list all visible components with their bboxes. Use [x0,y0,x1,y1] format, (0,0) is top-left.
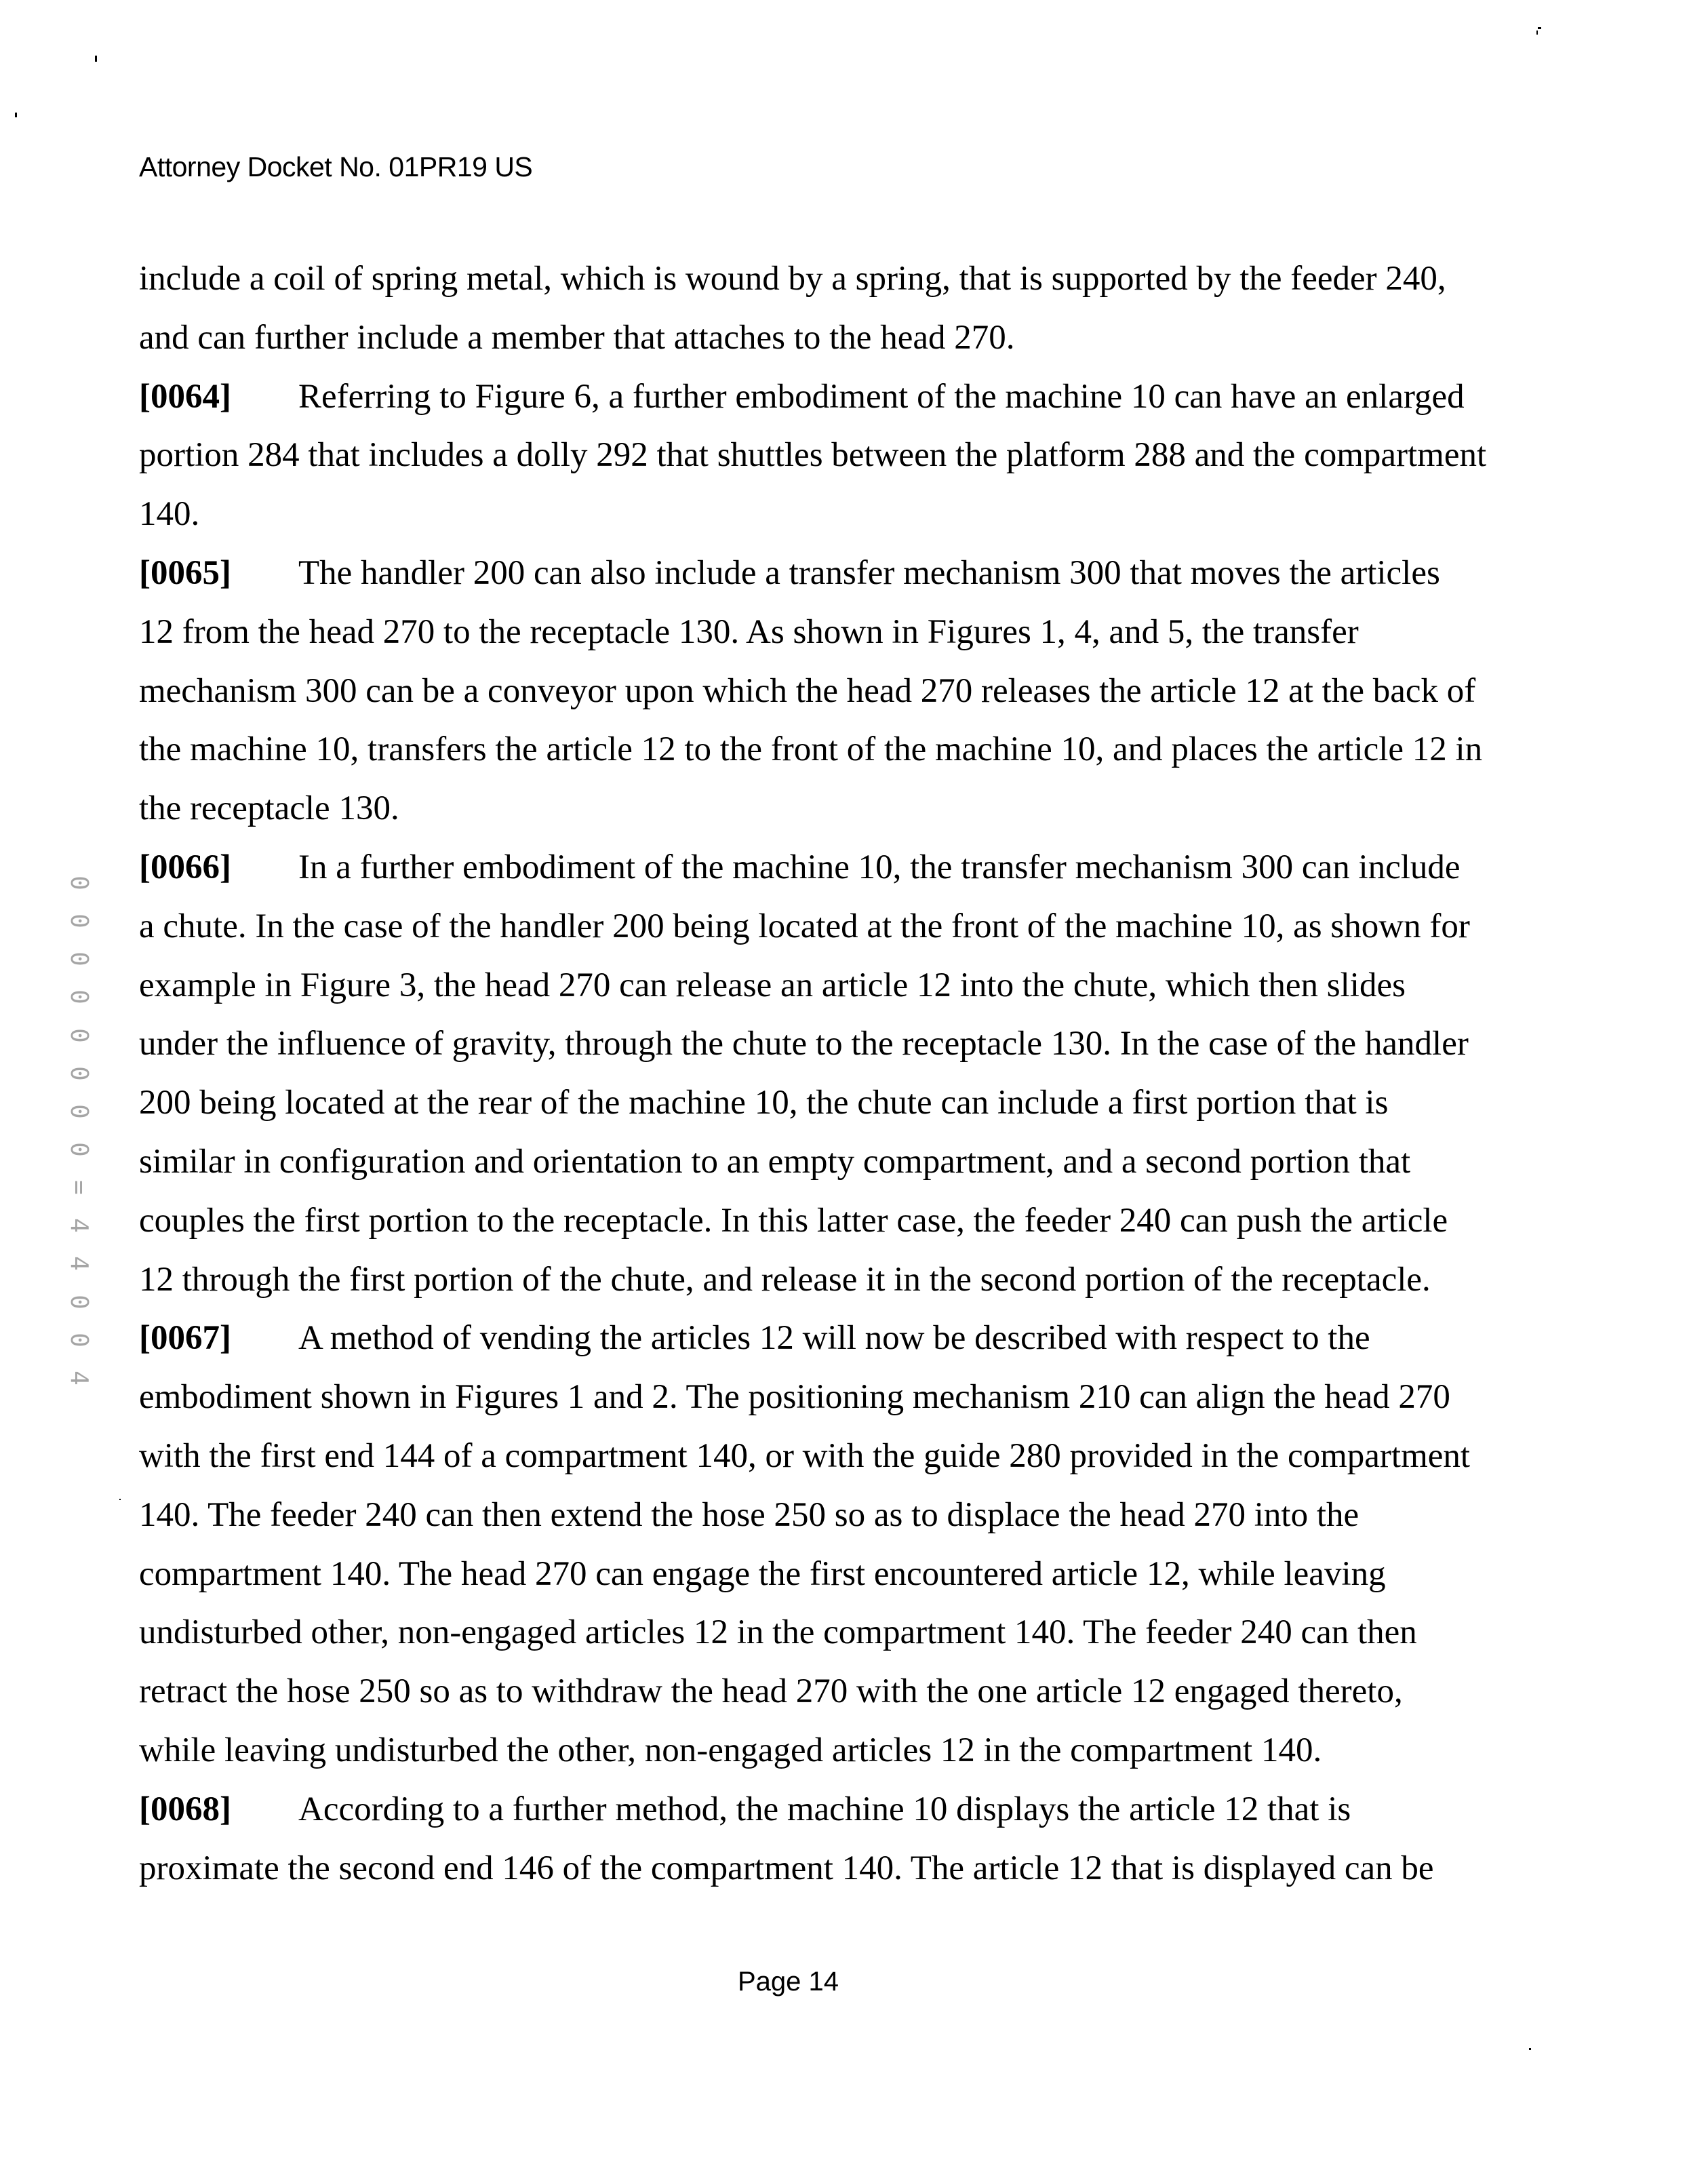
paragraph-number: [0067] [139,1319,231,1358]
text-line: 140. The feeder 240 can then extend the hose 250 so as to displace the head 270 into the [139,1495,1359,1534]
paragraph-0066-first-line [139,838,1468,897]
text-line: proximate the second end 146 of the compartment 140. The article 12 that is displayed can be [139,1849,1434,1887]
stamp-glyph: = [65,1180,93,1195]
scan-speck [1538,27,1541,29]
paragraph-0064-first-line [139,368,1468,427]
scan-speck [1529,2048,1531,2050]
scan-stamp [65,869,92,1392]
body-text [139,250,1487,1898]
text-line: with the first end 144 of a compartment 140, or with the guide 280 provided in the compartment [139,1436,1471,1475]
stamp-glyph: 0 [65,876,93,890]
paragraph-number: [0065] [139,553,231,592]
paragraph-0067-first-line [139,1309,1468,1368]
stamp-glyph: 0 [65,1104,93,1119]
paragraph-number: [0064] [139,377,231,416]
text-line: similar in configuration and orientation to an empty compartment, and a second portion that [139,1142,1411,1181]
text-line: under the influence of gravity, through the chute to the receptacle 130. In the case of the handler [139,1025,1469,1063]
text-line: retract the hose 250 so as to withdraw the head 270 with the one article 12 engaged thereto, [139,1672,1403,1711]
text-line: portion 284 that includes a dolly 292 that shuttles between the platform 288 and the compartment [139,436,1487,475]
text-line: the machine 10, transfers the article 12 to the front of the machine 10, and places the article 12 in [139,730,1483,769]
stamp-glyph: 4 [65,1370,93,1385]
scan-speck [15,113,17,117]
text-line: Referring to Figure 6, a further embodiment of the machine 10 can have an enlarged [298,377,1465,416]
paragraph-number: [0066] [139,848,231,886]
text-line: couples the first portion to the receptacle. In this latter case, the feeder 240 can push the article [139,1201,1448,1240]
scan-speck [1536,31,1538,35]
page-number: Page 14 [738,1967,839,1997]
paragraph-0065-first-line [139,544,1468,603]
text-line: 12 from the head 270 to the receptacle 130. As shown in Figures 1, 4, and 5, the transfer [139,612,1359,651]
docket-header: Attorney Docket No. 01PR19 US [139,151,533,182]
text-line: A method of vending the articles 12 will now be described with respect to the [298,1319,1370,1358]
stamp-glyph: 4 [65,1218,93,1234]
stamp-glyph: 0 [65,1065,93,1081]
text-line: 12 through the first portion of the chute, and release it in the second portion of the receptacle. [139,1260,1431,1299]
stamp-glyph: 0 [65,1027,93,1043]
text-line: example in Figure 3, the head 270 can release an article 12 into the chute, which then slides [139,966,1406,1004]
text-line: undisturbed other, non-engaged articles 12 in the compartment 140. The feeder 240 can then [139,1613,1417,1652]
scan-speck [119,1499,121,1500]
text-line: mechanism 300 can be a conveyor upon which the head 270 releases the article 12 at the back of [139,671,1476,710]
text-line: The handler 200 can also include a transfer mechanism 300 that moves the articles [298,553,1440,592]
text-line: and can further include a member that attaches to the head 270. [139,318,1015,357]
stamp-glyph: 0 [65,1142,93,1157]
text-line: According to a further method, the machine 10 displays the article 12 that is [298,1790,1351,1828]
stamp-glyph: 4 [65,1256,93,1272]
stamp-glyph: 0 [65,913,93,928]
text-line: compartment 140. The head 270 can engage the first encountered article 12, while leaving [139,1554,1386,1593]
text-line: the receptacle 130. [139,789,399,828]
text-line: a chute. In the case of the handler 200 being located at the front of the machine 10, as shown for [139,907,1470,945]
text-line: while leaving undisturbed the other, non-engaged articles 12 in the compartment 140. [139,1731,1322,1769]
scan-speck [95,56,97,62]
text-line: include a coil of spring metal, which is wound by a spring, that is supported by the feeder 240, [139,260,1446,298]
text-line: embodiment shown in Figures 1 and 2. The positioning mechanism 210 can align the head 270 [139,1378,1450,1417]
text-line: In a further embodiment of the machine 10, the transfer mechanism 300 can include [298,848,1461,886]
text-line: 200 being located at the rear of the machine 10, the chute can include a first portion that is [139,1084,1389,1122]
stamp-glyph: 0 [65,989,93,1005]
stamp-glyph: 0 [65,951,93,967]
text-line: 140. [139,495,200,534]
stamp-glyph: 0 [65,1332,93,1348]
stamp-glyph: 0 [65,1294,93,1310]
paragraph-number: [0068] [139,1790,231,1828]
paragraph-0068-first-line [139,1780,1468,1839]
